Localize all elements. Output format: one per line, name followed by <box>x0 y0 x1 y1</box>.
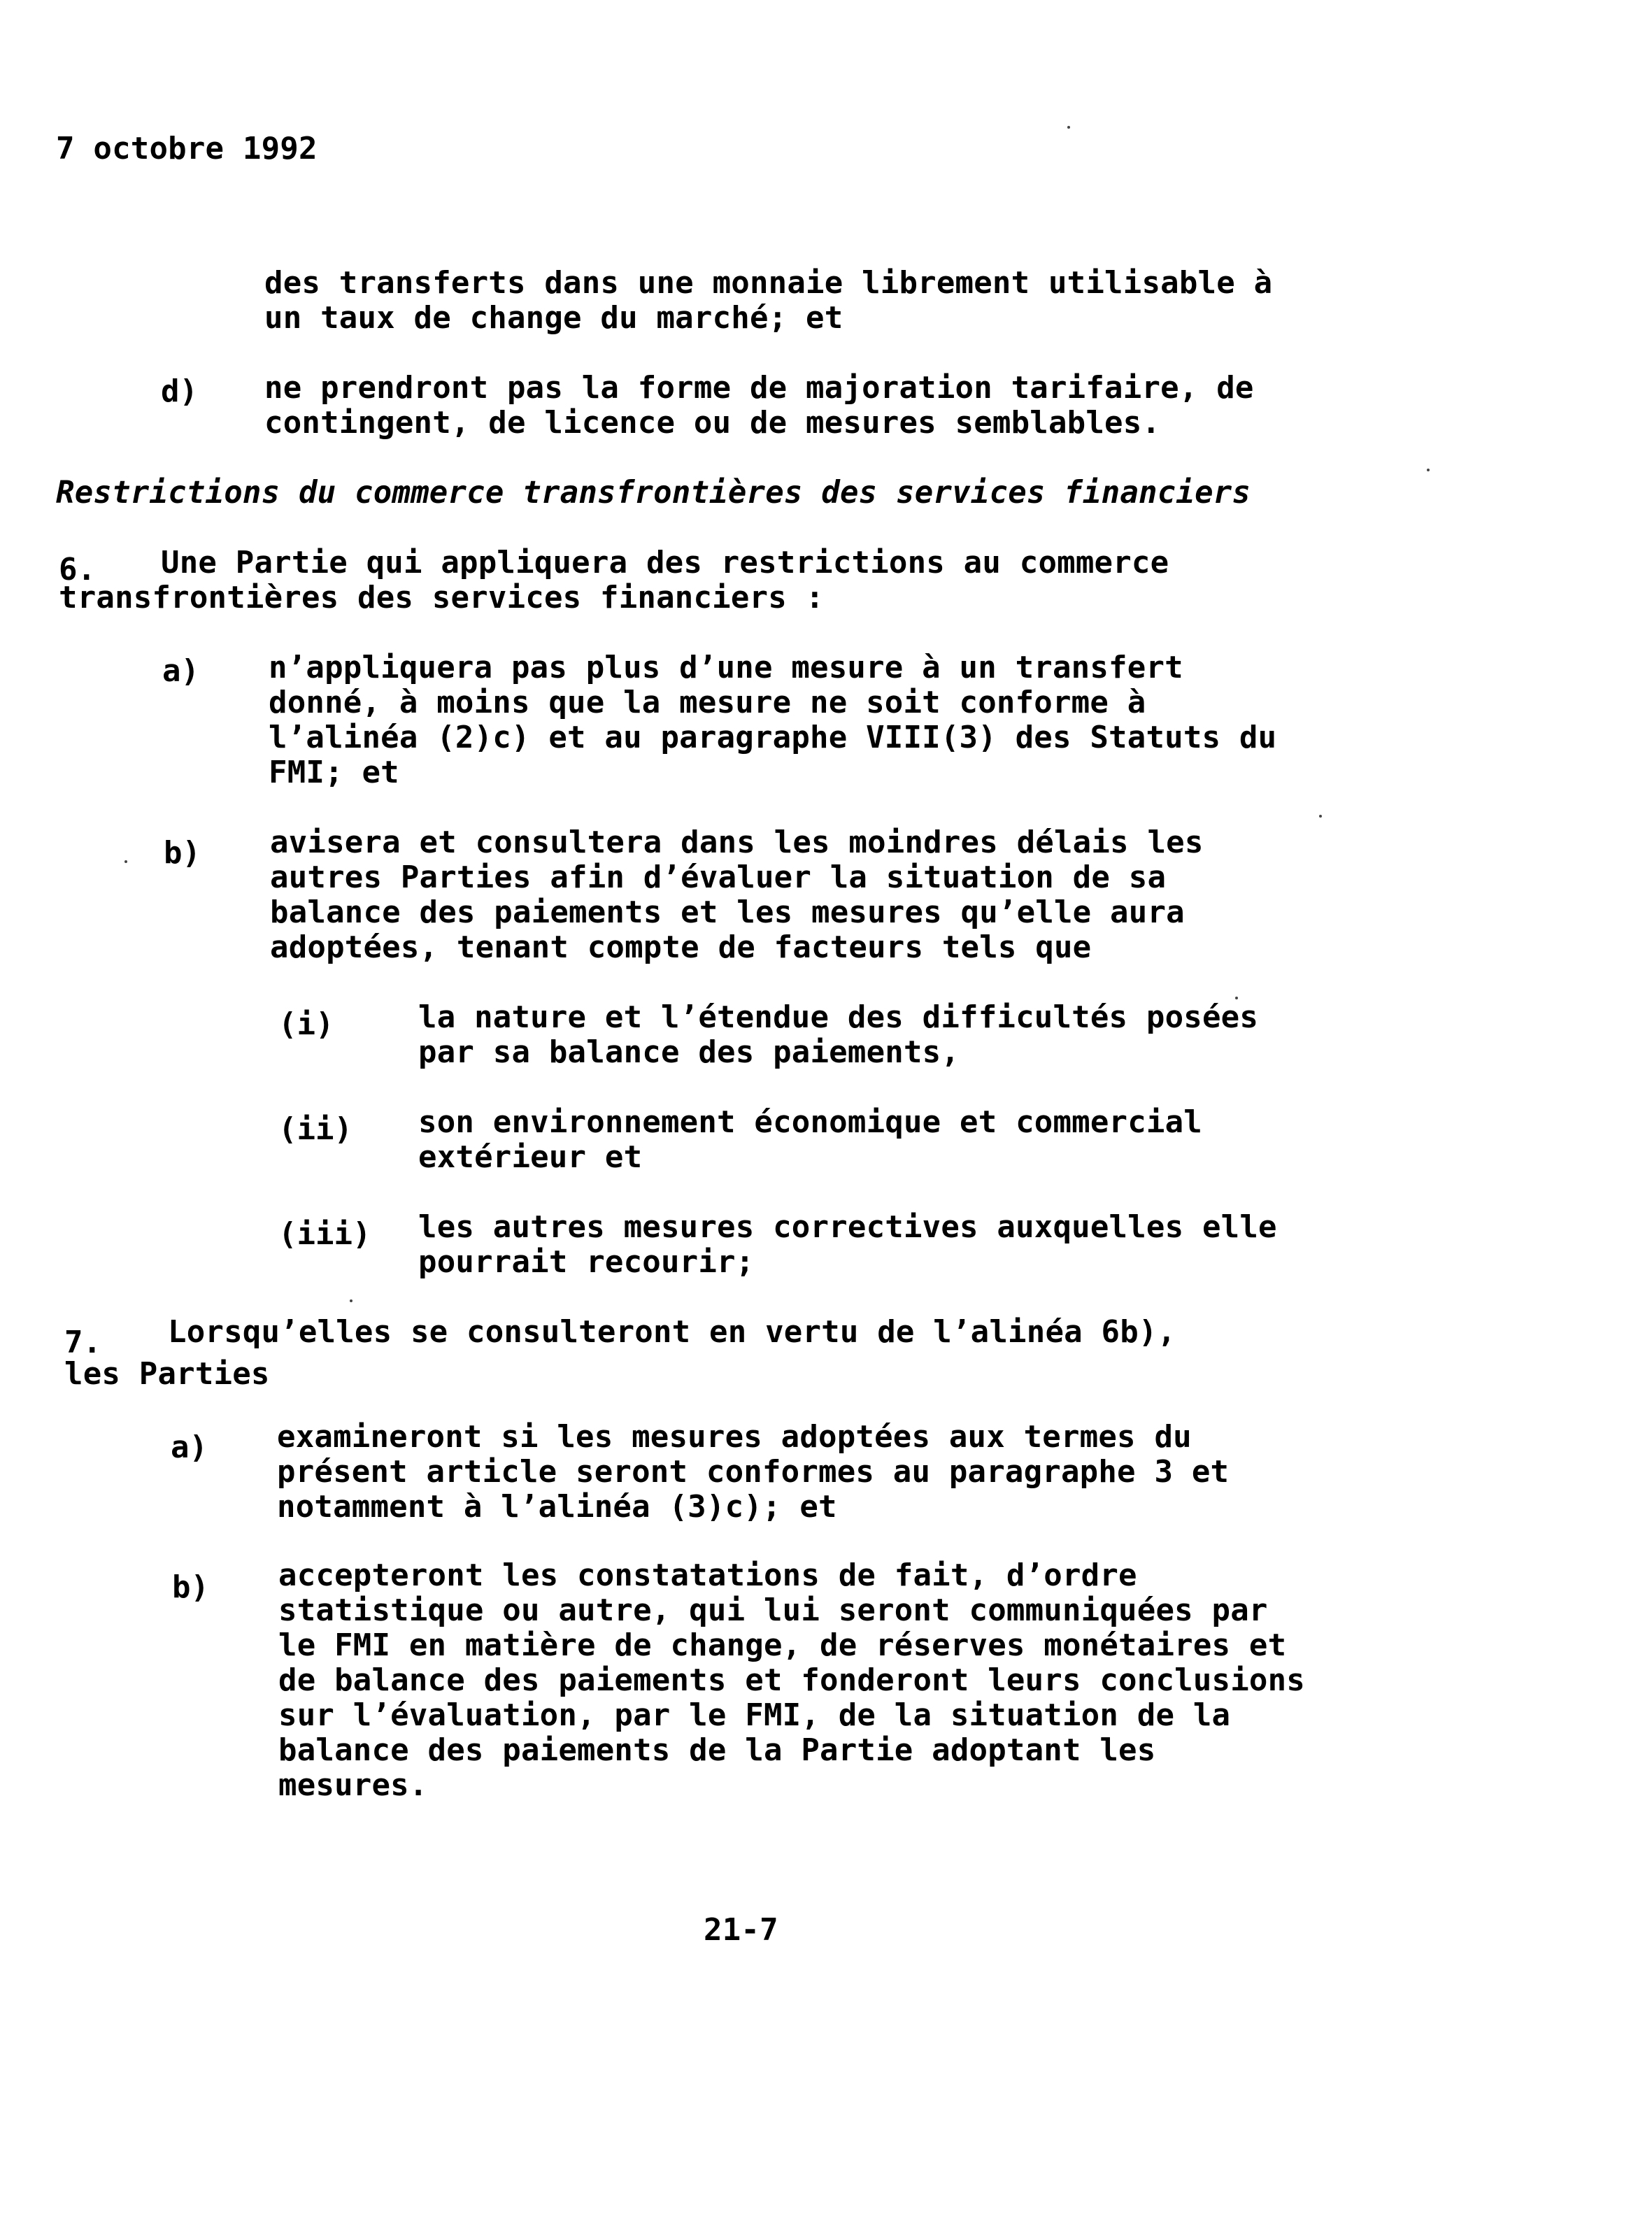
subitem-text-line: la nature et l’étendue des difficultés posées <box>418 999 1259 1035</box>
item-text-line: notamment à l’alinéa (3)c); et <box>277 1489 837 1525</box>
item-marker: a) <box>171 1430 208 1465</box>
subitem-marker: (ii) <box>278 1111 353 1147</box>
paragraph-text-line: Une Partie qui appliquera des restrictions au commerce <box>161 545 1169 580</box>
item-marker: b) <box>172 1569 209 1605</box>
item-text-line: adoptées, tenant compte de facteurs tels que <box>270 929 1092 965</box>
scan-speck <box>1427 469 1430 471</box>
scan-speck <box>124 860 127 863</box>
page-number: 21-7 <box>704 1912 778 1948</box>
item-text-line: FMI; et <box>269 755 399 790</box>
item-text-line: balance des paiements et les mesures qu’elle aura <box>270 895 1185 930</box>
item-marker: d) <box>161 373 198 409</box>
scan-speck <box>1319 815 1322 818</box>
scan-speck <box>1235 997 1238 999</box>
paragraph-text-line: Lorsqu’elles se consulteront en vertu de l’alinéa 6b), <box>168 1314 1176 1350</box>
item-text-line: sur l’évaluation, par le FMI, de la situation de la <box>278 1697 1231 1733</box>
item-text-line: accepteront les constatations de fait, d’ordre <box>278 1558 1137 1593</box>
item-marker: b) <box>164 835 201 871</box>
item-text-line: examineront si les mesures adoptées aux termes du <box>277 1419 1192 1455</box>
item-marker: a) <box>162 653 199 689</box>
document-date: 7 octobre 1992 <box>56 131 318 166</box>
item-text-line: l’alinéa (2)c) et au paragraphe VIII(3) des Statuts du <box>269 720 1277 755</box>
section-heading: Restrictions du commerce transfrontières des services financiers <box>56 475 1251 511</box>
subitem-text-line: les autres mesures correctives auxquelles elle <box>418 1209 1277 1245</box>
continued-text-line: un taux de change du marché; et <box>264 300 843 336</box>
item-text-line: avisera et consultera dans les moindres délais les <box>270 825 1204 860</box>
scan-speck <box>350 1299 353 1302</box>
item-text-line: ne prendront pas la forme de majoration tarifaire, de <box>264 370 1254 406</box>
paragraph-text-line: les Parties <box>64 1356 270 1392</box>
item-text-line: mesures. <box>278 1767 428 1803</box>
item-text-line: n’appliquera pas plus d’une mesure à un transfert <box>269 650 1183 685</box>
item-text-line: donné, à moins que la mesure ne soit conforme à <box>269 685 1146 720</box>
subitem-text-line: son environnement économique et commercial <box>418 1104 1202 1140</box>
item-text-line: balance des paiements de la Partie adoptant les <box>278 1732 1156 1768</box>
subitem-text-line: par sa balance des paiements, <box>418 1034 960 1070</box>
paragraph-number: 6. <box>59 552 96 587</box>
item-text-line: autres Parties afin d’évaluer la situation de sa <box>270 860 1167 895</box>
subitem-text-line: pourrait recourir; <box>418 1244 755 1280</box>
item-text-line: le FMI en matière de change, de réserves monétaires et <box>278 1627 1287 1663</box>
continued-text-line: des transferts dans une monnaie librement utilisable à <box>264 265 1273 301</box>
paragraph-number: 7. <box>64 1325 101 1360</box>
item-text-line: présent article seront conformes au paragraphe 3 et <box>277 1454 1230 1490</box>
scan-speck <box>1067 126 1070 129</box>
item-text-line: contingent, de licence ou de mesures semblables. <box>264 405 1161 441</box>
item-text-line: de balance des paiements et fonderont leurs conclusions <box>278 1662 1305 1698</box>
item-text-line: statistique ou autre, qui lui seront communiquées par <box>278 1592 1268 1628</box>
subitem-text-line: extérieur et <box>418 1139 643 1175</box>
subitem-marker: (iii) <box>278 1216 371 1252</box>
subitem-marker: (i) <box>278 1006 334 1042</box>
paragraph-text-line: transfrontières des services financiers : <box>59 580 825 615</box>
